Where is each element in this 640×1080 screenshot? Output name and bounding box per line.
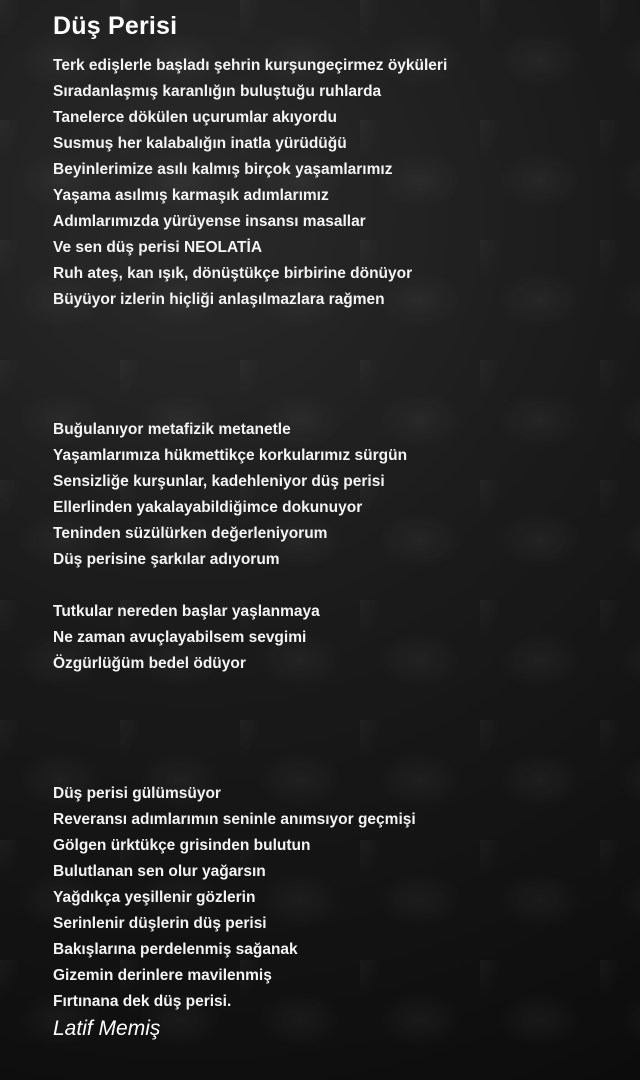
poem-title: Düş Perisi <box>53 12 178 40</box>
poem-line: Buğulanıyor metafizik metanetle <box>53 421 291 438</box>
poem-line: Yaşama asılmış karmaşık adımlarımız <box>53 187 329 204</box>
poem-line: Teninden süzülürken değerleniyorum <box>53 525 328 542</box>
poem-line: Terk edişlerle başladı şehrin kurşungeçirmez öyküleri <box>53 57 448 74</box>
poem-line-blank <box>53 391 447 417</box>
poem-line: Yaşamlarımıza hükmettikçe korkularımız sürgün <box>53 447 408 464</box>
poem-line: Sensizliğe kurşunlar, kadehleniyor düş perisi <box>53 473 385 490</box>
poem-line: Büyüyor izlerin hiçliği anlaşılmazlara rağmen <box>53 291 385 308</box>
poem-line: Ne zaman avuçlayabilsem sevgimi <box>53 629 307 646</box>
poem-line: Reveransı adımlarımın seninle anımsıyor geçmişi <box>53 811 416 828</box>
poem-line-blank <box>53 755 447 781</box>
poem-line: Ellerlinden yakalayabildiğimce dokunuyor <box>53 499 363 516</box>
poem-body <box>53 53 447 1015</box>
poem-line: Ruh ateş, kan ışık, dönüştükçe birbirine dönüyor <box>53 265 413 282</box>
poem-line: Yağdıkça yeşillenir gözlerin <box>53 889 256 906</box>
poem-line-blank <box>53 339 447 365</box>
poem-author: Latif Memiş <box>53 1017 161 1040</box>
poem-line: Serinlenir düşlerin düş perisi <box>53 915 267 932</box>
poem-line: Tutkular nereden başlar yaşlanmaya <box>53 603 320 620</box>
poem-line: Bakışlarına perdelenmiş sağanak <box>53 941 298 958</box>
poem-line-blank <box>53 573 447 599</box>
poem-line-blank <box>53 313 447 339</box>
poem-line-blank <box>53 729 447 755</box>
poem-line: Sıradanlaşmış karanlığın buluştuğu ruhlarda <box>53 83 382 100</box>
poem-line: Düş perisine şarkılar adıyorum <box>53 551 280 568</box>
poem-line-blank <box>53 365 447 391</box>
poem-line: Tanelerce dökülen uçurumlar akıyordu <box>53 109 337 126</box>
poem-line: Ve sen düş perisi NEOLATİA <box>53 239 263 256</box>
poem-line: Susmuş her kalabalığın inatla yürüdüğü <box>53 135 347 152</box>
poem-line-blank <box>53 677 447 703</box>
poem-line: Gizemin derinlere mavilenmiş <box>53 967 272 984</box>
poem-line: Düş perisi gülümsüyor <box>53 785 221 802</box>
poem-line-blank <box>53 703 447 729</box>
poem-line: Fırtınana dek düş perisi. <box>53 993 232 1010</box>
poem-line: Özgürlüğüm bedel ödüyor <box>53 655 246 672</box>
poem-line: Adımlarımızda yürüyense insansı masallar <box>53 213 366 230</box>
poem-line: Bulutlanan sen olur yağarsın <box>53 863 266 880</box>
poem-line: Gölgen ürktükçe grisinden bulutun <box>53 837 311 854</box>
poem-line: Beyinlerimize asılı kalmış birçok yaşamlarımız <box>53 161 393 178</box>
